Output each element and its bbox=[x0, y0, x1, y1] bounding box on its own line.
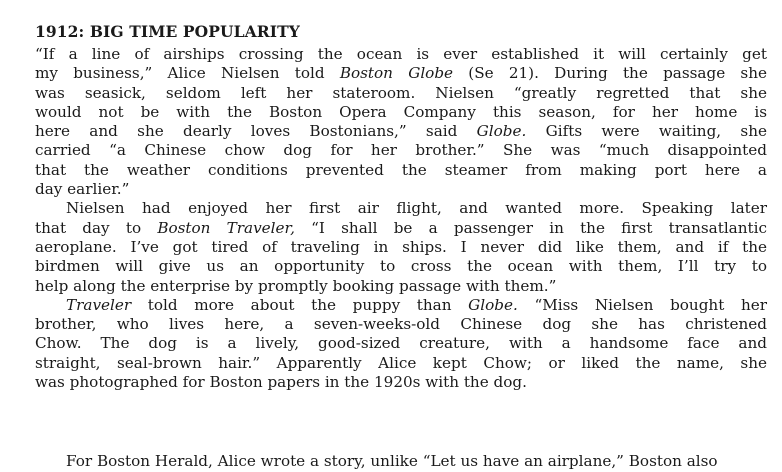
text-line bbox=[35, 238, 767, 257]
text-run: my business,” Alice Nielsen told bbox=[35, 64, 340, 83]
text-line bbox=[35, 64, 767, 83]
text-line bbox=[35, 122, 767, 141]
text-line bbox=[35, 141, 767, 160]
text-run: straight, seal-brown hair.” Apparently Alice kept Chow; or liked the name, she bbox=[35, 353, 767, 372]
italic-title: Boston Globe bbox=[339, 64, 454, 83]
text-run: (Se 21). During the passage she bbox=[453, 64, 767, 83]
text-run: that day to bbox=[35, 218, 158, 237]
text-run: would not be with the Boston Opera Company this season, for her home is bbox=[35, 102, 767, 121]
italic-title: Globe. bbox=[468, 295, 518, 314]
text-run: told more about the puppy than bbox=[131, 295, 469, 314]
paragraph-3 bbox=[35, 296, 767, 392]
text-run: “I shall be a passenger in the first transatlantic bbox=[294, 218, 767, 237]
text-run: birdmen will give us an opportunity to cross the ocean with them, I’ll try to bbox=[35, 257, 767, 276]
paragraph-2 bbox=[35, 199, 767, 295]
text-line bbox=[35, 296, 767, 315]
document-page bbox=[35, 22, 767, 392]
text-line bbox=[35, 199, 767, 218]
text-line bbox=[35, 45, 767, 64]
text-line bbox=[35, 257, 767, 276]
text-run: “Miss Nielsen bought her bbox=[517, 295, 767, 314]
cut-off-line: For Boston Herald, Alice wrote a story, unlike “Let us have an airplane,” Boston also bbox=[66, 452, 718, 470]
text-line bbox=[35, 334, 767, 353]
italic-title: Globe. bbox=[476, 122, 527, 141]
text-line bbox=[35, 373, 767, 392]
section-heading: 1912: BIG TIME POPULARITY bbox=[35, 22, 300, 41]
text-run: “If a line of airships crossing the ocean is ever established it will certainly get bbox=[35, 45, 767, 63]
text-line bbox=[35, 180, 767, 199]
text-line bbox=[35, 161, 767, 180]
text-line bbox=[35, 315, 767, 334]
text-run: Gifts were waiting, she bbox=[526, 122, 767, 141]
text-run: Chow. The dog is a lively, good-sized creature, with a handsome face and bbox=[35, 334, 767, 353]
text-run: brother, who lives here, a seven-weeks-old Chinese dog she has christened bbox=[35, 315, 767, 334]
italic-title: Boston Traveler, bbox=[157, 218, 295, 237]
paragraph-1 bbox=[35, 45, 767, 199]
text-run: Nielsen had enjoyed her first air flight, and wanted more. Speaking later bbox=[66, 199, 767, 218]
text-line bbox=[35, 103, 767, 122]
text-line bbox=[35, 354, 767, 373]
text-line bbox=[35, 277, 767, 296]
text-run: day earlier.” bbox=[35, 180, 130, 199]
text-run: carried “a Chinese chow dog for her brother.” She was “much disappointed bbox=[35, 141, 767, 160]
italic-title: Traveler bbox=[66, 295, 132, 314]
text-line bbox=[35, 219, 767, 238]
text-run: here and she dearly loves Bostonians,” said bbox=[35, 122, 477, 141]
text-run: was seasick, seldom left her stateroom. Nielsen “greatly regretted that she bbox=[35, 83, 767, 102]
text-run: that the weather conditions prevented the steamer from making port here a bbox=[35, 160, 767, 179]
text-run: aeroplane. I’ve got tired of traveling in ships. I never did like them, and if the bbox=[35, 237, 767, 256]
text-run: was photographed for Boston papers in the 1920s with the dog. bbox=[35, 373, 527, 392]
text-line bbox=[35, 84, 767, 103]
text-run: help along the enterprise by promptly booking passage with them.” bbox=[35, 276, 557, 295]
